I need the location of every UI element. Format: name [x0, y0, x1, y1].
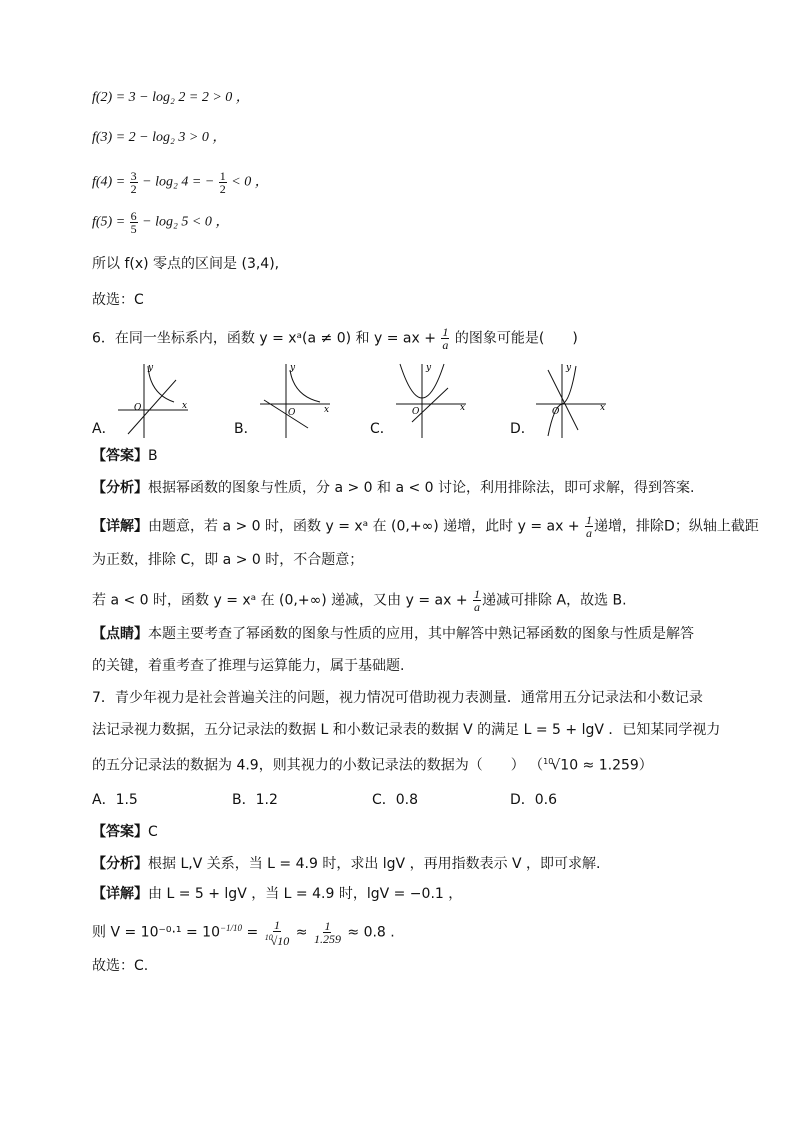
svg-text:O: O [134, 403, 142, 413]
q6-option-a[interactable]: A． y x O [92, 360, 192, 440]
q7-analysis: 【分析】根据 L,V 关系，当 L = 4.9 时，求出 lgV ，再用指数表示 V ，即可求解. [92, 856, 601, 872]
svg-text:y: y [426, 363, 432, 373]
eq-f4: f(4) = $\frac{3}{2}$ − log₂ 4 = − $\frac{1}{2}$ < 0 ， [92, 169, 269, 196]
q6-option-graphs [92, 360, 612, 440]
q6-comment-line-1: 【点睛】本题主要考查了幂函数的图象与性质的应用，其中解答中熟记幂函数的图象与性质是解答 [92, 626, 694, 642]
q7-detail-line-2: 则 $V = 10^{-0}\cdot^1 = 10^{-1/10}$ = $\frac{1}{^{10}√10}$ ≈ $\frac{1}{1.259}$ ≈ 0.8 . [92, 917, 395, 948]
eq-f3: f(3) = 2 − log₂ 3 > 0 ， [92, 130, 227, 145]
graph-a-icon [114, 360, 192, 440]
eq-f5: f(5) = $\frac{6}{5}$ − log₂ 5 < 0 ， [92, 209, 230, 236]
q7-stem-line-3: 的五分记录法的数据为 4.9，则其视力的小数记录法的数据为（ ） （$^{10}$√10 ≈ 1.259） [92, 757, 653, 774]
q7-stem-line-2: 法记录视力数据，五分记录法的数据 L 和小数记录表的数据 V 的满足 L = 5 + lgV ．已知某同学视力 [92, 722, 721, 738]
graph-d-icon [532, 360, 610, 440]
svg-text:y: y [566, 363, 572, 373]
eq-f2: f(2) = 3 − log₂ 2 = 2 > 0 ， [92, 90, 250, 105]
choose-c-text: 故选：C [92, 292, 144, 308]
q6-detail-line-1: 【详解】由题意，若 a > 0 时，函数 y = xᵃ 在 (0,+∞) 递增，此时 y = ax + $\frac{1}{a}$ 递增，排除D；纵轴上截距 [92, 513, 759, 540]
q7-option-d[interactable]: D．0.6 [510, 792, 558, 808]
svg-text:y: y [290, 363, 296, 373]
q7-detail-line-1: 【详解】由 L = 5 + lgV ，当 L = 4.9 时，lgV = −0.1 ， [92, 886, 463, 902]
svg-text:O: O [288, 408, 296, 418]
graph-b-icon [256, 360, 334, 440]
svg-text:x: x [324, 405, 330, 415]
q6-comment-line-2: 的关键，着重考查了推理与运算能力，属于基础题. [92, 658, 405, 674]
zero-interval-text: 所以 f(x) 零点的区间是 (3,4), [92, 256, 280, 272]
svg-text:x: x [182, 401, 188, 411]
q6-detail-line-2: 为正数，排除 C，即 a > 0 时，不合题意； [92, 552, 364, 568]
q6-stem: 6．在同一坐标系内，函数 y = xᵃ(a ≠ 0) 和 y = ax + $\frac{1}{a}$ 的图象可能是( ) [92, 325, 578, 352]
q7-option-a[interactable]: A．1.5 [92, 792, 138, 808]
q6-answer: 【答案】B [92, 448, 158, 464]
q6-analysis: 【分析】根据幂函数的图象与性质，分 a > 0 和 a < 0 讨论，利用排除法，即可求解，得到答案. [92, 480, 695, 496]
graph-c-icon [392, 360, 470, 440]
svg-text:x: x [460, 403, 466, 413]
q6-option-d[interactable]: D． y x O [510, 360, 610, 440]
q6-detail-line-3: 若 a < 0 时，函数 y = xᵃ 在 (0,+∞) 递减，又由 y = ax + $\frac{1}{a}$ 递减可排除 A，故选 B. [92, 587, 627, 614]
q7-option-b[interactable]: B．1.2 [232, 792, 278, 808]
svg-text:x: x [600, 403, 606, 413]
q6-option-b[interactable]: B． y x O [234, 360, 334, 440]
q7-answer: 【答案】C [92, 824, 158, 840]
q7-stem-line-1: 7．青少年视力是社会普遍关注的问题，视力情况可借助视力表测量．通常用五分记录法和小数记录 [92, 690, 703, 706]
svg-text:y: y [148, 363, 154, 373]
q7-choose: 故选：C. [92, 958, 149, 974]
q7-option-c[interactable]: C．0.8 [372, 792, 419, 808]
q6-option-c[interactable]: C． y x O [370, 360, 470, 440]
svg-text:O: O [552, 407, 560, 417]
svg-text:O: O [412, 407, 420, 417]
